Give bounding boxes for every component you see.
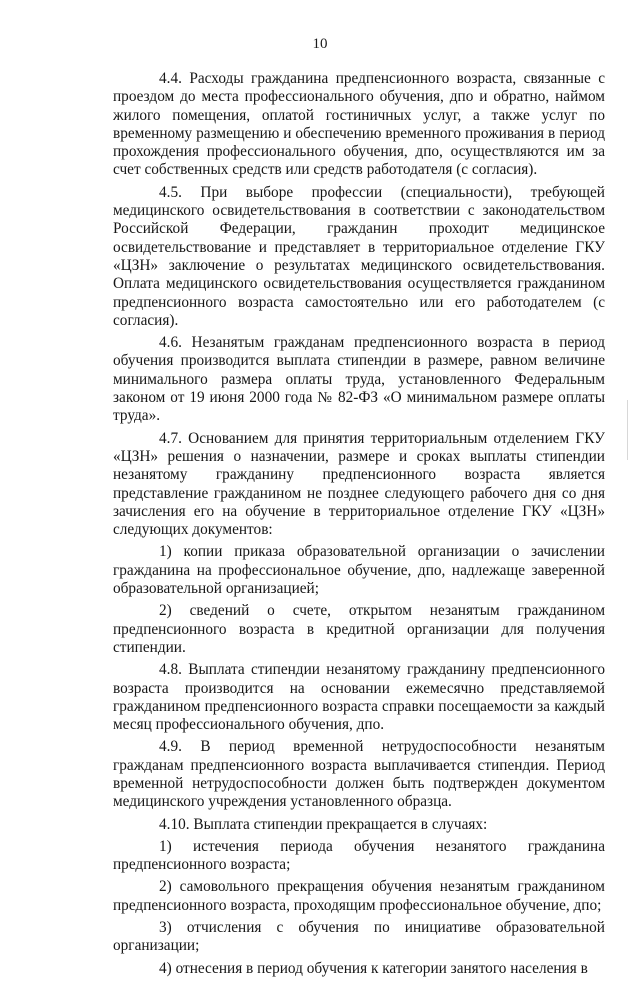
list-item-4-10-4: 4) отнесения в период обучения к категории занятого населения в	[159, 959, 588, 977]
list-item-4-7-2: 2) сведений о счете, открытом незанятым гражданином предпенсионного возраста в кредитной организации для получения стипендии.	[113, 602, 605, 656]
page-number: 10	[312, 36, 328, 52]
scan-artifact	[627, 400, 628, 460]
paragraph-4-10: 4.10. Выплата стипендии прекращается в случаях:	[159, 815, 488, 833]
paragraph-4-4: 4.4. Расходы гражданина предпенсионного возраста, связанные с проездом до места профессионального обучения, дпо и обратно, наймом жилого помещения, оплатой гостиничных услуг, а также услуг по временному размещению и обеспечению временного проживания в период прохождения профессионального обучения, дпо, осуществляются им за счет собственных средств или средств работодателя (с согласия).	[113, 70, 605, 179]
paragraph-4-6: 4.6. Незанятым гражданам предпенсионного возраста в период обучения производится выплата стипендии в размере, равном величине минимального размера оплаты труда, установленного Федеральным законом от 19 июня 2000 года № 82-ФЗ «О минимальном размере оплаты труда».	[113, 334, 605, 425]
list-item-4-10-3: 3) отчисления с обучения по инициативе образовательной организации;	[113, 919, 605, 955]
list-item-4-10-2: 2) самовольного прекращения обучения незанятым гражданином предпенсионного возраста, проходящим профессиональное обучение, дпо;	[113, 878, 605, 914]
paragraph-4-5: 4.5. При выборе профессии (специальности), требующей медицинского освидетельствования в соответствии с законодательством Российской Федерации, гражданин проходит медицинское освидетельствование и представляет в территориальное отделение ГКУ «ЦЗН» заключение о результатах медицинского освидетельствования. Оплата медицинского освидетельствования осуществляется гражданином предпенсионного возраста самостоятельно или его работодателем (с согласия).	[113, 183, 605, 329]
paragraph-4-9: 4.9. В период временной нетрудоспособности незанятым гражданам предпенсионного возраста выплачивается стипендия. Период временной нетрудоспособности должен быть подтвержден документом медицинского учреждения установленного образца.	[113, 738, 605, 811]
list-item-4-7-1: 1) копии приказа образовательной организации о зачислении гражданина на профессиональное обучение, дпо, надлежаще заверенной образовательной организацией;	[113, 543, 605, 598]
paragraph-4-7: 4.7. Основанием для принятия территориальным отделением ГКУ «ЦЗН» решения о назначении, размере и сроках выплаты стипендии незанятому гражданину предпенсионного возраста является представление гражданином не позднее следующего рабочего дня со дня зачисления его на обучение в территориальное отделение ГКУ «ЦЗН» следующих документов:	[113, 429, 605, 539]
list-item-4-10-1: 1) истечения периода обучения незанятого гражданина предпенсионного возраста;	[113, 837, 605, 874]
document-body	[113, 70, 605, 982]
paragraph-4-8: 4.8. Выплата стипендии незанятому гражданину предпенсионного возраста производится на основании ежемесячно представляемой гражданином предпенсионного возраста справки посещаемости за каждый месяц профессионального обучения, дпо.	[113, 661, 605, 734]
